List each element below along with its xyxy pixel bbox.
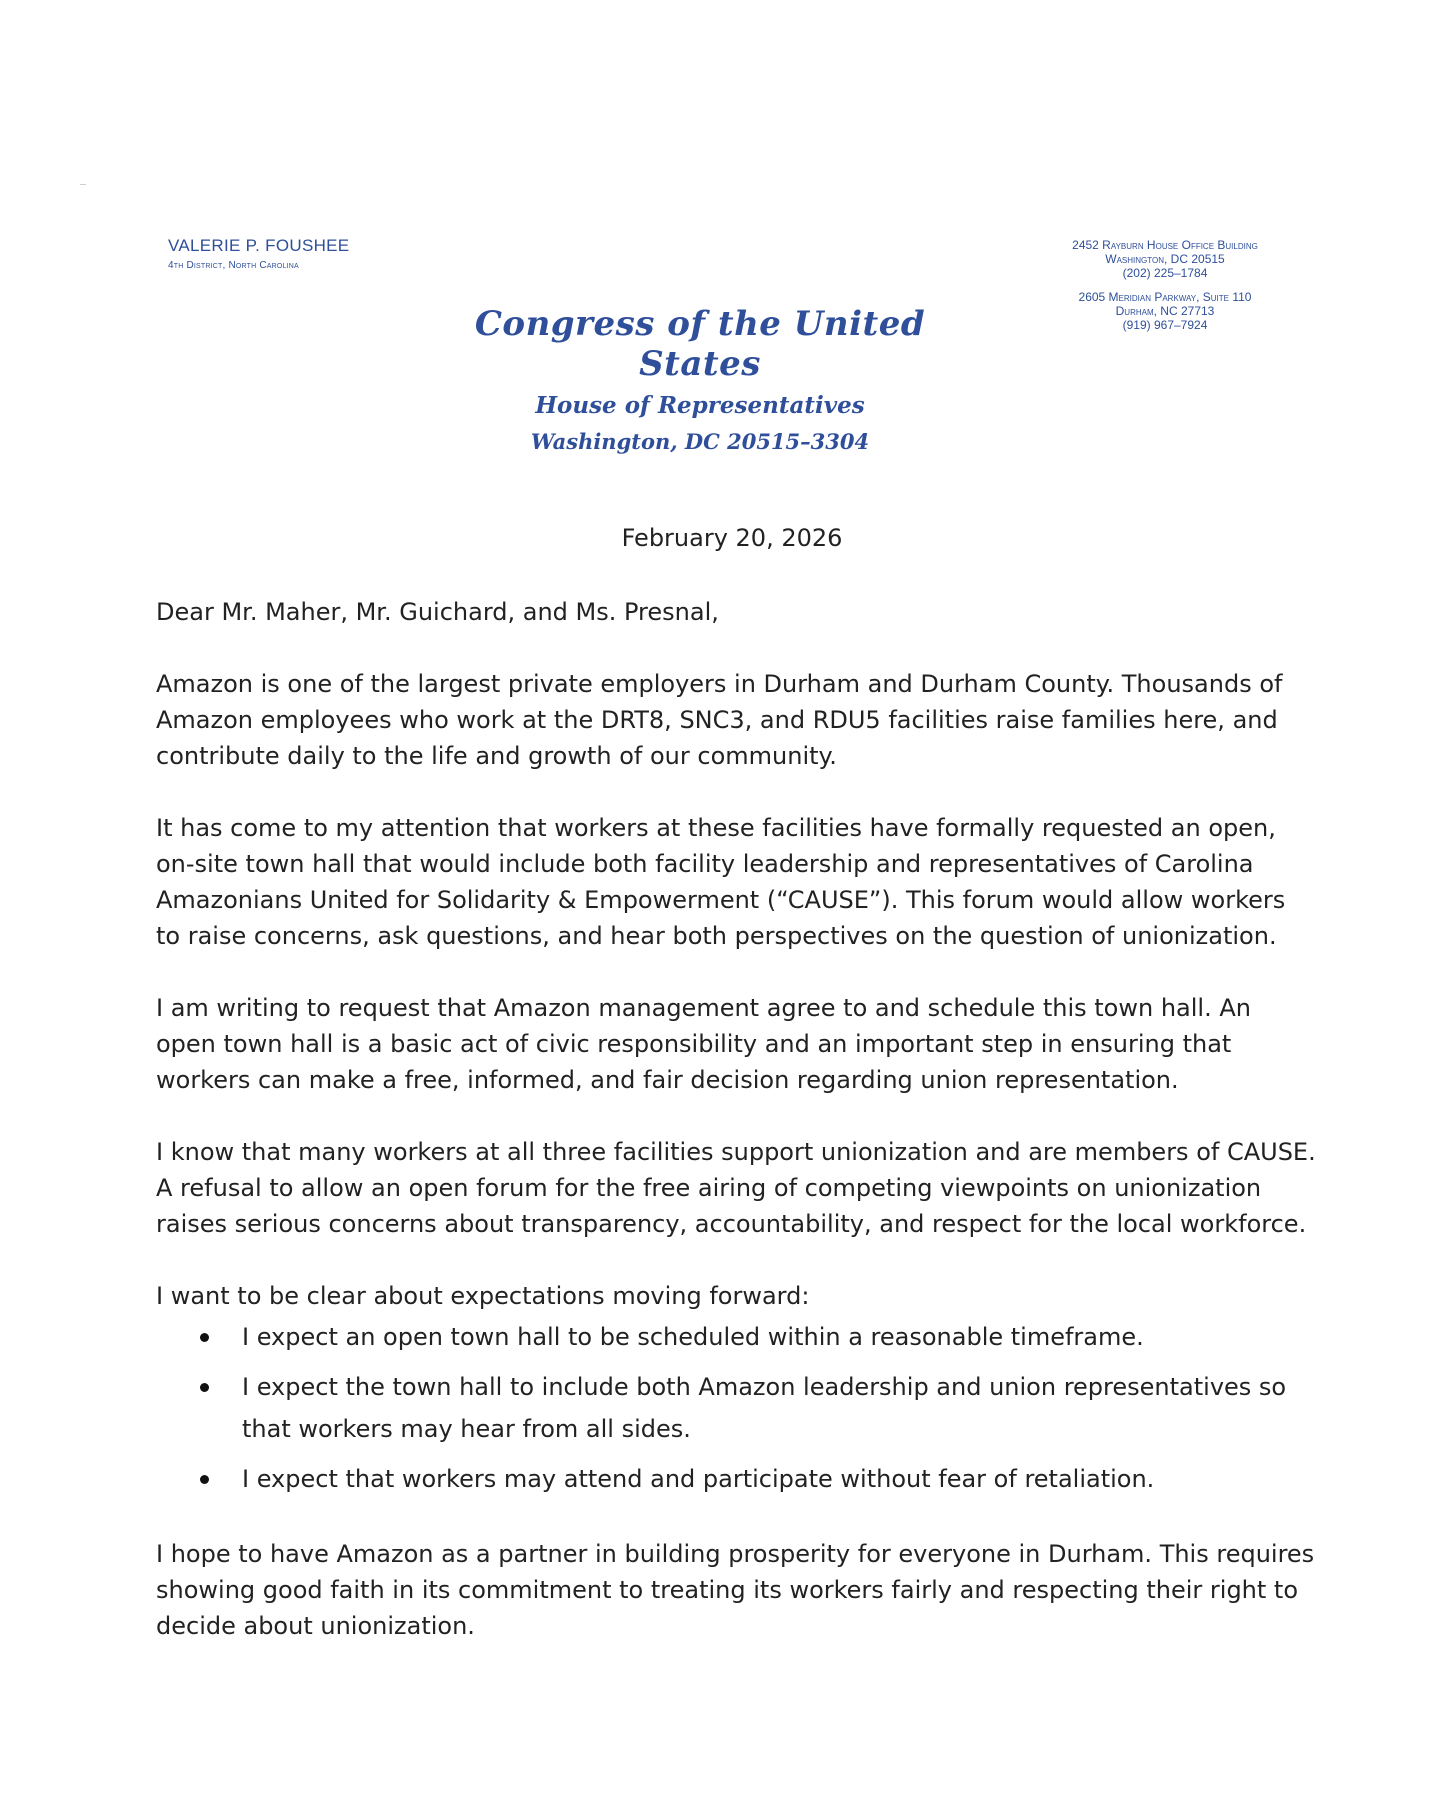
district-office-street: 2605 Meridian Parkway, Suite 110 — [1078, 290, 1252, 304]
list-item: I expect that workers may attend and participate without fear of retaliation. — [242, 1458, 1316, 1500]
masthead-city: Washington, DC 20515–3304 — [530, 429, 870, 454]
district-office-city: Durham, NC 27713 — [1115, 304, 1215, 318]
paragraph: I am writing to request that Amazon management agree to and schedule this town hall. An open town hall is a basic act of civic responsibility and an important step in ensuring that workers can make a free, informed, and fair decision regarding union representation. — [156, 994, 1251, 1094]
paragraph: I know that many workers at all three facilities support unionization and are members of CAUSE. A refusal to allow an open forum for the free airing of competing viewpoints on unionization raises serious concerns about transparency, accountability, and respect for the local workforce. — [156, 1138, 1316, 1238]
dc-office-city: Washington, DC 20515 — [1105, 252, 1225, 266]
district-office-phone: (919) 967–7924 — [1122, 318, 1208, 332]
congress-title: Congress of the United States — [474, 304, 926, 384]
salutation: Dear Mr. Maher, Mr. Guichard, and Ms. Presnal, — [156, 598, 719, 626]
office-addresses — [1020, 238, 1310, 332]
paragraph: Amazon is one of the largest private employers in Durham and Durham County. Thousands of Amazon employees who work at the DRT8, SNC3, and RDU5 facilities raise families here, and contribute daily to the life and growth of our community. — [156, 670, 1283, 770]
district-office — [1020, 290, 1310, 332]
closing-paragraph: I hope to have Amazon as a partner in building prosperity for everyone in Durham. This requires showing good faith in its commitment to treating its workers fairly and respecting their right to decide about unionization. — [156, 1540, 1315, 1640]
letter-date: February 20, 2026 — [621, 524, 843, 552]
house-title: House of Representatives — [535, 392, 865, 419]
expectations-intro: I want to be clear about expectations moving forward: — [156, 1282, 810, 1310]
dc-office — [1020, 238, 1310, 280]
member-name: VALERIE P. FOUSHEE — [168, 236, 350, 255]
letterhead-masthead — [420, 304, 980, 454]
list-item: I expect an open town hall to be scheduled within a reasonable timeframe. — [242, 1316, 1316, 1358]
letter-body — [156, 594, 1316, 1680]
paragraph: It has come to my attention that workers at these facilities have formally requested an open, on-site town hall that would include both facility leadership and representatives of Carolina Amazonians United for Solidarity & Empowerment (“CAUSE”). This forum would allow workers to raise concerns, ask questions, and hear both perspectives on the question of unionization. — [156, 814, 1286, 950]
dc-office-phone: (202) 225–1784 — [1122, 266, 1208, 280]
dc-office-building: 2452 Rayburn House Office Building — [1072, 238, 1258, 252]
list-item: I expect the town hall to include both Amazon leadership and union representatives so that workers may hear from all sides. — [242, 1366, 1316, 1450]
expectations-list — [156, 1316, 1316, 1500]
scan-mark — [80, 184, 86, 185]
member-block — [168, 236, 349, 271]
member-district: 4th District, North Carolina — [168, 260, 299, 271]
